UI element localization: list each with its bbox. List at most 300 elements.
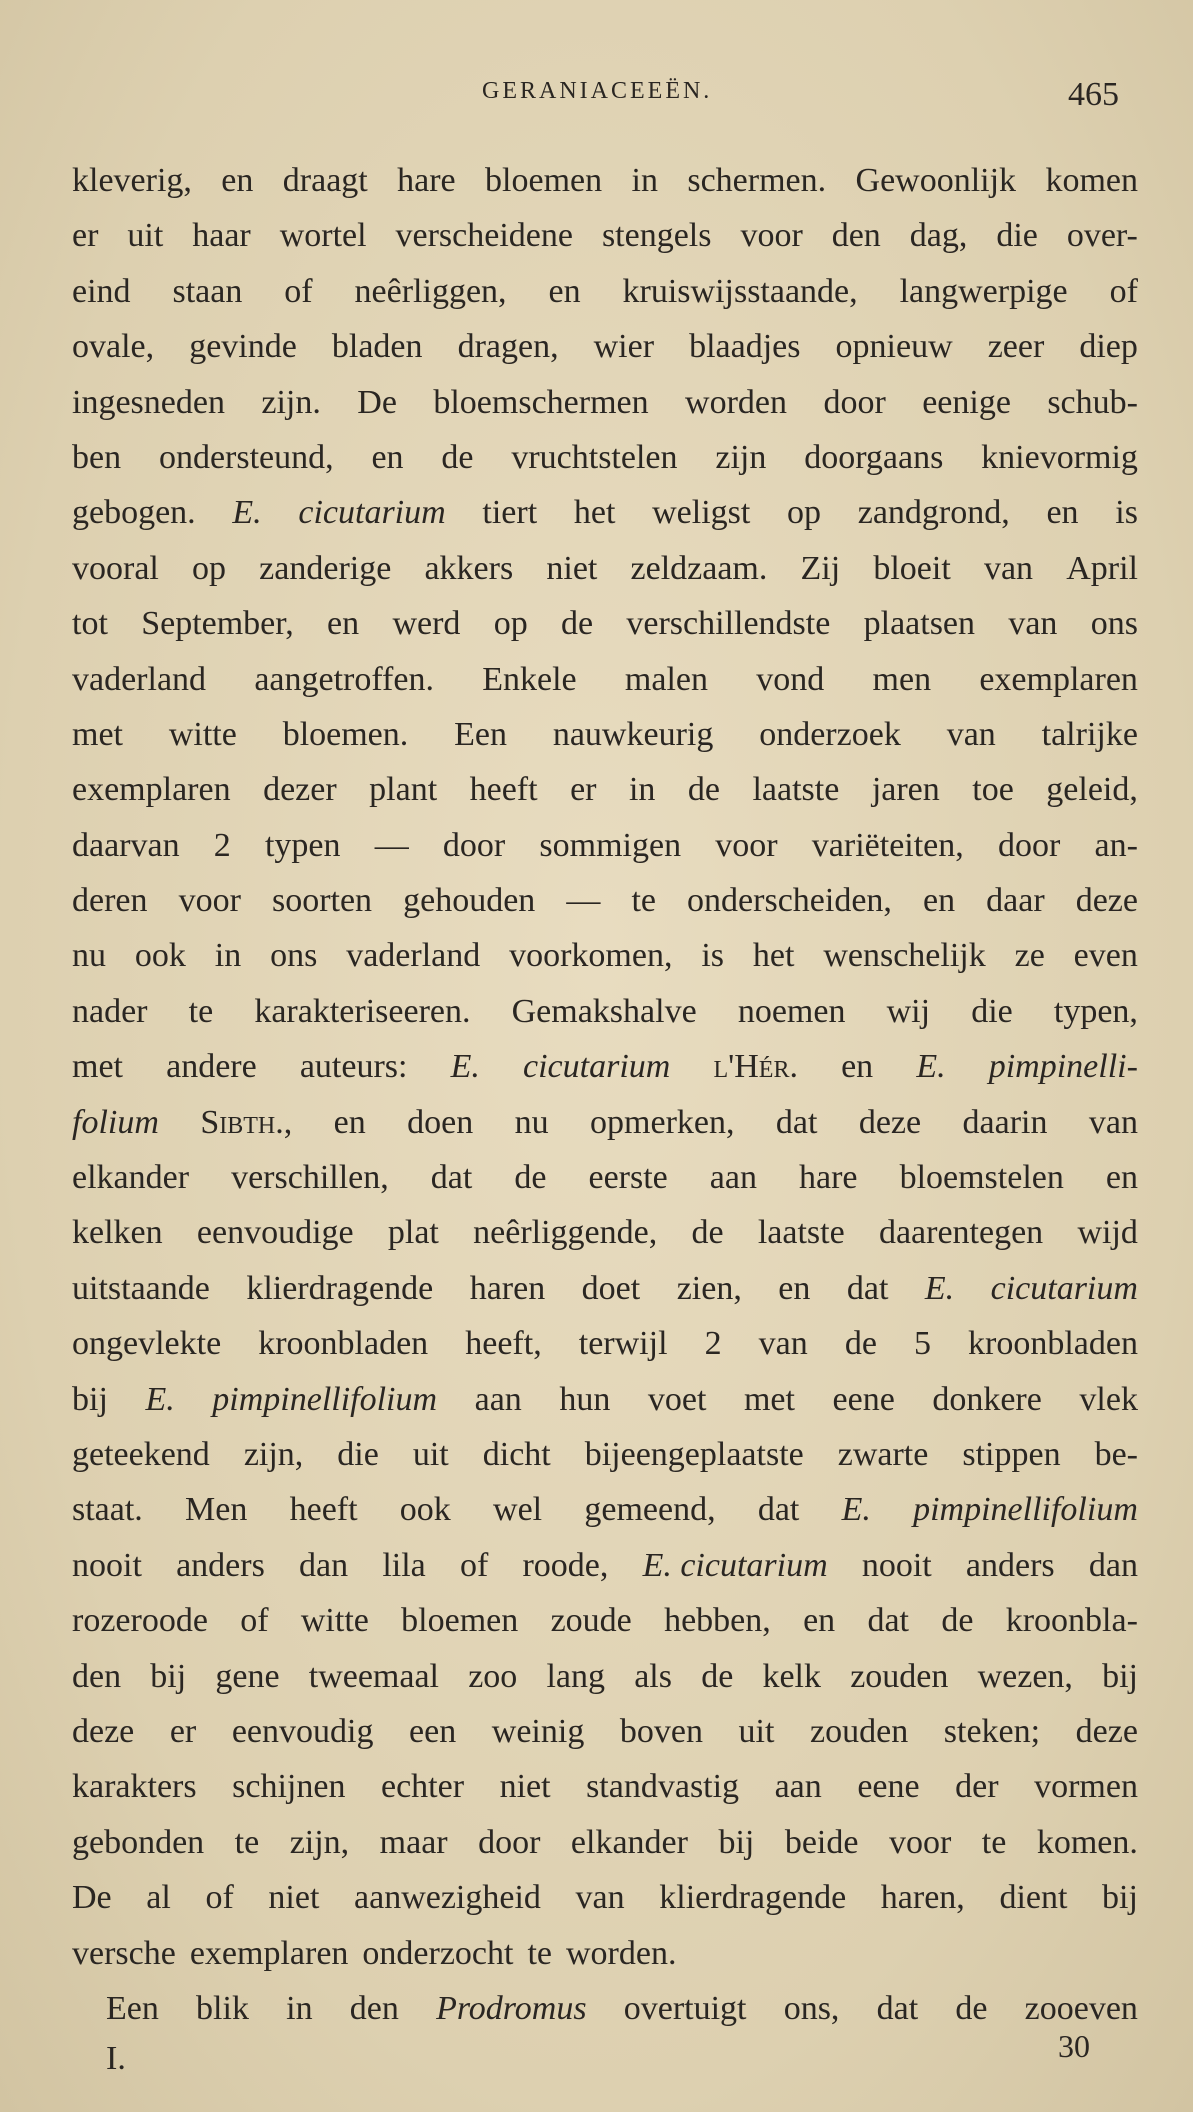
- text-line: [72, 596, 1138, 651]
- word: eerste: [588, 1159, 668, 1197]
- word: bloeit: [873, 549, 951, 587]
- word: auteurs:: [299, 1048, 408, 1086]
- word: geleid,: [1046, 771, 1138, 809]
- word: in: [631, 162, 658, 199]
- word: deze: [858, 1103, 922, 1141]
- word: boven: [619, 1712, 703, 1750]
- word: tot: [72, 605, 108, 643]
- word: soorten: [271, 882, 373, 920]
- text-line: [72, 485, 1138, 540]
- word: zijn.: [261, 383, 321, 421]
- word: knievormig: [981, 438, 1138, 476]
- word: of: [1109, 272, 1138, 310]
- word: tiert: [482, 494, 538, 532]
- word: in: [628, 771, 656, 809]
- word: opmerken,: [590, 1103, 735, 1141]
- word: een: [409, 1712, 457, 1750]
- word: zooeven: [1024, 1989, 1138, 2027]
- word: pimpinellifolium: [913, 1491, 1138, 1529]
- text-line: [72, 375, 1138, 430]
- word: voet: [647, 1380, 707, 1418]
- word: verschillen,: [231, 1159, 389, 1197]
- word: eenvoudig: [231, 1712, 374, 1750]
- word: den: [72, 1657, 122, 1695]
- word: het: [752, 937, 795, 975]
- word: witte: [168, 715, 237, 753]
- word: bloemen: [485, 162, 603, 199]
- word: ongevlekte: [72, 1325, 222, 1363]
- word: van: [1008, 605, 1058, 643]
- page-header: [0, 68, 1193, 128]
- word: niet: [499, 1768, 551, 1806]
- word: donkere: [932, 1380, 1042, 1418]
- word: E.: [145, 1380, 175, 1418]
- word: verscheidene: [395, 217, 573, 255]
- word: talrijke: [1041, 715, 1138, 753]
- word: aan: [709, 1159, 757, 1197]
- word: de: [691, 1214, 724, 1252]
- word: dezer: [263, 771, 337, 809]
- word: andere: [166, 1048, 257, 1086]
- word: bij: [150, 1657, 187, 1695]
- word: en: [1105, 1159, 1138, 1197]
- word: staan: [172, 272, 243, 310]
- word: de: [441, 438, 474, 476]
- word: bloemstelen: [899, 1159, 1064, 1197]
- word: dag,: [909, 217, 968, 255]
- word: diep: [1079, 328, 1138, 366]
- word: dan: [299, 1546, 349, 1584]
- word: dicht: [482, 1435, 551, 1473]
- word: met: [72, 715, 123, 753]
- word: wenschelijk: [823, 937, 986, 975]
- word: nader: [72, 992, 148, 1030]
- word: vruchtstelen: [511, 438, 678, 476]
- word: dragen,: [457, 328, 559, 366]
- word: Sibth.,: [200, 1103, 293, 1141]
- word: —: [566, 882, 601, 920]
- word: te: [527, 1934, 552, 1972]
- word: verschillendste: [626, 605, 831, 643]
- word: voor: [888, 1823, 952, 1861]
- word: zijn,: [289, 1823, 350, 1861]
- word: hare: [799, 1159, 858, 1197]
- word: typen,: [1053, 992, 1138, 1030]
- word: Een: [454, 715, 507, 753]
- word: kroonbladen: [258, 1325, 429, 1363]
- word: hare: [397, 162, 456, 199]
- word: Enkele: [482, 660, 577, 698]
- word: klierdragende: [246, 1269, 434, 1307]
- running-title: GERANIACEEËN.: [482, 78, 713, 104]
- word: de: [687, 771, 720, 809]
- word: door: [442, 826, 506, 864]
- text-line: [72, 1815, 1138, 1870]
- text-line: [72, 1926, 1138, 1981]
- word: gevinde: [189, 328, 297, 366]
- text-line: [72, 1981, 1138, 2036]
- word: plant: [369, 771, 438, 809]
- word: te: [188, 992, 214, 1030]
- word: komen: [1045, 162, 1138, 199]
- text-line: [72, 652, 1138, 707]
- text-line: [72, 1261, 1138, 1316]
- word: nooit: [861, 1546, 932, 1584]
- word: vaderland: [72, 660, 207, 698]
- word: aan: [774, 1768, 822, 1806]
- word: op: [493, 605, 528, 643]
- word: jaren: [871, 771, 940, 809]
- word: aangetroffen.: [254, 660, 434, 698]
- word: uitstaande: [72, 1269, 210, 1307]
- word: door: [997, 826, 1061, 864]
- text-line: [72, 762, 1138, 817]
- word: pimpinelli-: [988, 1048, 1138, 1086]
- word: dat: [775, 1103, 818, 1141]
- word: nauwkeurig: [552, 715, 714, 753]
- word: E. cicutarium: [642, 1546, 828, 1584]
- word: eenige: [922, 383, 1011, 421]
- word: plaatsen: [863, 605, 976, 643]
- word: van: [983, 549, 1034, 587]
- word: ze: [1014, 937, 1045, 975]
- word: rozeroode: [72, 1602, 208, 1640]
- word: exemplaren: [189, 1934, 349, 1972]
- word: niet: [546, 549, 598, 587]
- word: is: [1115, 494, 1138, 532]
- word: gebonden: [72, 1823, 205, 1861]
- word: al: [146, 1879, 171, 1917]
- word: bij: [718, 1823, 755, 1861]
- word: haren: [469, 1269, 546, 1307]
- word: zandgrond,: [857, 494, 1010, 532]
- word: kroonbla-: [1005, 1602, 1138, 1640]
- word: De: [72, 1879, 112, 1917]
- word: elkander: [72, 1159, 190, 1197]
- word: haar: [192, 217, 251, 255]
- word: doet: [581, 1269, 641, 1307]
- word: Gemakshalve: [511, 992, 697, 1030]
- word: zoude: [550, 1602, 632, 1640]
- word: heeft: [469, 771, 538, 809]
- text-line: [72, 1870, 1138, 1925]
- word: ovale,: [72, 328, 155, 366]
- word: 2: [213, 826, 231, 864]
- word: gene: [215, 1657, 280, 1695]
- word: voor: [740, 217, 803, 255]
- word: dat: [846, 1269, 889, 1307]
- word: of: [284, 272, 313, 310]
- word: deze: [1075, 882, 1138, 920]
- word: dat: [867, 1602, 910, 1640]
- word: beide: [784, 1823, 859, 1861]
- word: weligst: [652, 494, 751, 532]
- word: neêrliggende,: [473, 1214, 658, 1252]
- word: aan: [474, 1380, 522, 1418]
- word: dat: [430, 1159, 473, 1197]
- word: Prodromus: [436, 1989, 587, 2027]
- word: draagt: [282, 162, 368, 199]
- word: nu: [514, 1103, 549, 1141]
- word: schub-: [1047, 383, 1138, 421]
- text-line: [72, 541, 1138, 596]
- word: zijn: [715, 438, 767, 476]
- word: onderscheiden,: [687, 882, 892, 920]
- word: E.: [916, 1048, 946, 1086]
- text-line: [72, 1538, 1138, 1593]
- text-line: [72, 984, 1138, 1039]
- word: weinig: [491, 1712, 585, 1750]
- word: onderzoek: [759, 715, 901, 753]
- word: cicutarium: [990, 1269, 1138, 1307]
- word: in: [214, 937, 242, 975]
- word: wortel: [279, 217, 367, 255]
- word: eene: [832, 1380, 895, 1418]
- word: in: [286, 1989, 313, 2027]
- word: kroonbladen: [968, 1325, 1138, 1363]
- word: cicutarium: [298, 494, 446, 532]
- word: lila: [382, 1546, 426, 1584]
- word: blaadjes: [689, 328, 801, 366]
- word: uit: [738, 1712, 775, 1750]
- word: anders: [176, 1546, 265, 1584]
- word: langwerpige: [899, 272, 1068, 310]
- word: bloemschermen: [433, 383, 649, 421]
- word: E.: [841, 1491, 871, 1529]
- text-line: [72, 1372, 1138, 1427]
- word: op: [787, 494, 822, 532]
- word: l'Hér.: [713, 1048, 798, 1086]
- word: deze: [1075, 1712, 1138, 1750]
- word: zanderige: [259, 549, 392, 587]
- word: exemplaren: [979, 660, 1138, 698]
- text-line: [72, 1649, 1138, 1704]
- word: wijd: [1077, 1214, 1138, 1252]
- word: er: [570, 771, 597, 809]
- word: witte: [300, 1602, 369, 1640]
- word: en: [371, 438, 404, 476]
- word: nu: [72, 937, 106, 975]
- word: van: [758, 1325, 808, 1363]
- word: het: [573, 494, 616, 532]
- word: gemeend,: [584, 1491, 716, 1529]
- text-line: [72, 264, 1138, 319]
- word: te: [631, 882, 656, 920]
- text-line: [72, 208, 1138, 263]
- text-line: [72, 153, 1138, 208]
- word: en: [1046, 494, 1079, 532]
- word: wier: [593, 328, 655, 366]
- word: de: [514, 1159, 547, 1197]
- word: April: [1066, 549, 1138, 587]
- word: daar: [986, 882, 1045, 920]
- word: laatste: [752, 771, 840, 809]
- word: laatste: [757, 1214, 845, 1252]
- body-text: [72, 153, 1138, 2036]
- text-line: [72, 1039, 1138, 1094]
- word: pimpinellifolium: [212, 1380, 438, 1418]
- text-line: [72, 1316, 1138, 1371]
- text-line: [72, 1095, 1138, 1150]
- word: kelken: [72, 1214, 163, 1252]
- word: de: [561, 605, 594, 643]
- word: standvastig: [586, 1768, 740, 1806]
- text-line: [72, 1759, 1138, 1814]
- word: variëteiten,: [811, 826, 964, 864]
- word: wel: [493, 1491, 543, 1529]
- word: voor: [178, 882, 241, 920]
- signature-number: 30: [1058, 2028, 1090, 2064]
- word: vooral: [72, 549, 159, 587]
- word: dan: [1088, 1546, 1138, 1584]
- word: vaderland: [346, 937, 481, 975]
- word: doorgaans: [804, 438, 944, 476]
- word: doen: [407, 1103, 474, 1141]
- text-line: [72, 1150, 1138, 1205]
- word: en: [841, 1048, 874, 1086]
- word: bloemen: [401, 1602, 519, 1640]
- word: of: [459, 1546, 489, 1584]
- word: vormen: [1034, 1768, 1138, 1806]
- word: en: [548, 272, 581, 310]
- word: noemen: [737, 992, 846, 1030]
- text-line: [72, 1704, 1138, 1759]
- word: overtuigt: [623, 1989, 747, 2027]
- word: nooit: [72, 1546, 142, 1584]
- word: bladen: [331, 328, 423, 366]
- word: is: [701, 937, 725, 975]
- word: 5: [913, 1325, 931, 1363]
- word: voorkomen,: [509, 937, 673, 975]
- word: elkander: [570, 1823, 688, 1861]
- word: malen: [624, 660, 708, 698]
- text-line: [72, 1205, 1138, 1260]
- word: zouden: [850, 1657, 949, 1695]
- word: met: [743, 1380, 795, 1418]
- word: men: [872, 660, 932, 698]
- word: De: [357, 383, 397, 421]
- word: haren,: [880, 1879, 965, 1917]
- word: als: [634, 1657, 672, 1695]
- word: tweemaal: [308, 1657, 440, 1695]
- word: onderzocht: [362, 1934, 514, 1972]
- word: bloemen.: [282, 715, 409, 753]
- word: eind: [72, 272, 131, 310]
- word: den: [831, 217, 881, 255]
- word: dat: [876, 1989, 919, 2027]
- word: zoo: [468, 1657, 518, 1695]
- page-number: 465: [1068, 76, 1119, 113]
- word: vlek: [1079, 1380, 1138, 1418]
- word: ondersteund,: [158, 438, 334, 476]
- word: ook: [399, 1491, 451, 1529]
- word: versche: [72, 1934, 176, 1972]
- word: hebben,: [664, 1602, 771, 1640]
- word: be-: [1094, 1435, 1138, 1473]
- word: met: [72, 1048, 123, 1086]
- word: deren: [72, 882, 148, 920]
- text-line: [72, 873, 1138, 928]
- word: bij: [1102, 1657, 1138, 1695]
- word: even: [1073, 937, 1138, 975]
- word: worden.: [566, 1934, 677, 1972]
- word: eenvoudige: [196, 1214, 354, 1252]
- word: der: [955, 1768, 999, 1806]
- word: vond: [756, 660, 825, 698]
- text-line: [72, 430, 1138, 485]
- word: exemplaren: [72, 771, 231, 809]
- word: kruiswijsstaande,: [622, 272, 858, 310]
- word: of: [240, 1602, 269, 1640]
- word: E.: [924, 1269, 955, 1307]
- word: kleverig,: [72, 162, 192, 199]
- word: aanwezigheid: [354, 1879, 541, 1917]
- word: zouden: [810, 1712, 909, 1750]
- word: die: [996, 217, 1038, 255]
- word: bijeengeplaatste: [584, 1435, 804, 1473]
- word: door: [823, 383, 886, 421]
- word: en: [778, 1269, 811, 1307]
- word: wij: [886, 992, 931, 1030]
- word: echter: [380, 1768, 465, 1806]
- word: wezen,: [977, 1657, 1073, 1695]
- word: van: [575, 1879, 625, 1917]
- word: kelk: [762, 1657, 822, 1695]
- word: karakters: [72, 1768, 197, 1806]
- word: voor: [715, 826, 778, 864]
- word: gehouden: [403, 882, 536, 920]
- word: ons: [1090, 605, 1138, 643]
- word: te: [234, 1823, 260, 1861]
- word: bij: [1102, 1879, 1138, 1917]
- word: en: [333, 1103, 366, 1141]
- word: karakteriseeren.: [254, 992, 471, 1030]
- word: dat: [757, 1491, 800, 1529]
- word: anders: [965, 1546, 1055, 1584]
- text-line: [72, 319, 1138, 374]
- word: —: [374, 826, 409, 864]
- word: deze: [72, 1712, 135, 1750]
- word: van: [1088, 1103, 1138, 1141]
- word: dient: [999, 1879, 1068, 1917]
- word: die: [337, 1435, 379, 1473]
- word: daarin: [962, 1103, 1048, 1141]
- word: Gewoonlijk: [855, 162, 1017, 199]
- word: en: [922, 882, 956, 920]
- word: an-: [1094, 826, 1138, 864]
- text-line: [72, 1427, 1138, 1482]
- text-line: [72, 928, 1138, 983]
- word: er: [169, 1712, 197, 1750]
- word: roode,: [522, 1546, 609, 1584]
- word: komen.: [1036, 1823, 1138, 1861]
- word: E.: [232, 494, 262, 532]
- word: er: [72, 217, 99, 255]
- word: stippen: [962, 1435, 1061, 1473]
- word: van: [946, 715, 996, 753]
- text-line: [72, 707, 1138, 762]
- word: Men: [185, 1491, 248, 1529]
- word: plat: [387, 1214, 439, 1252]
- word: en: [327, 605, 360, 643]
- word: schermen.: [687, 162, 827, 199]
- word: typen: [264, 826, 341, 864]
- text-line: [72, 1482, 1138, 1537]
- word: staat.: [72, 1491, 143, 1529]
- word: daarvan: [72, 826, 180, 864]
- word: de: [844, 1325, 877, 1363]
- word: niet: [268, 1879, 320, 1917]
